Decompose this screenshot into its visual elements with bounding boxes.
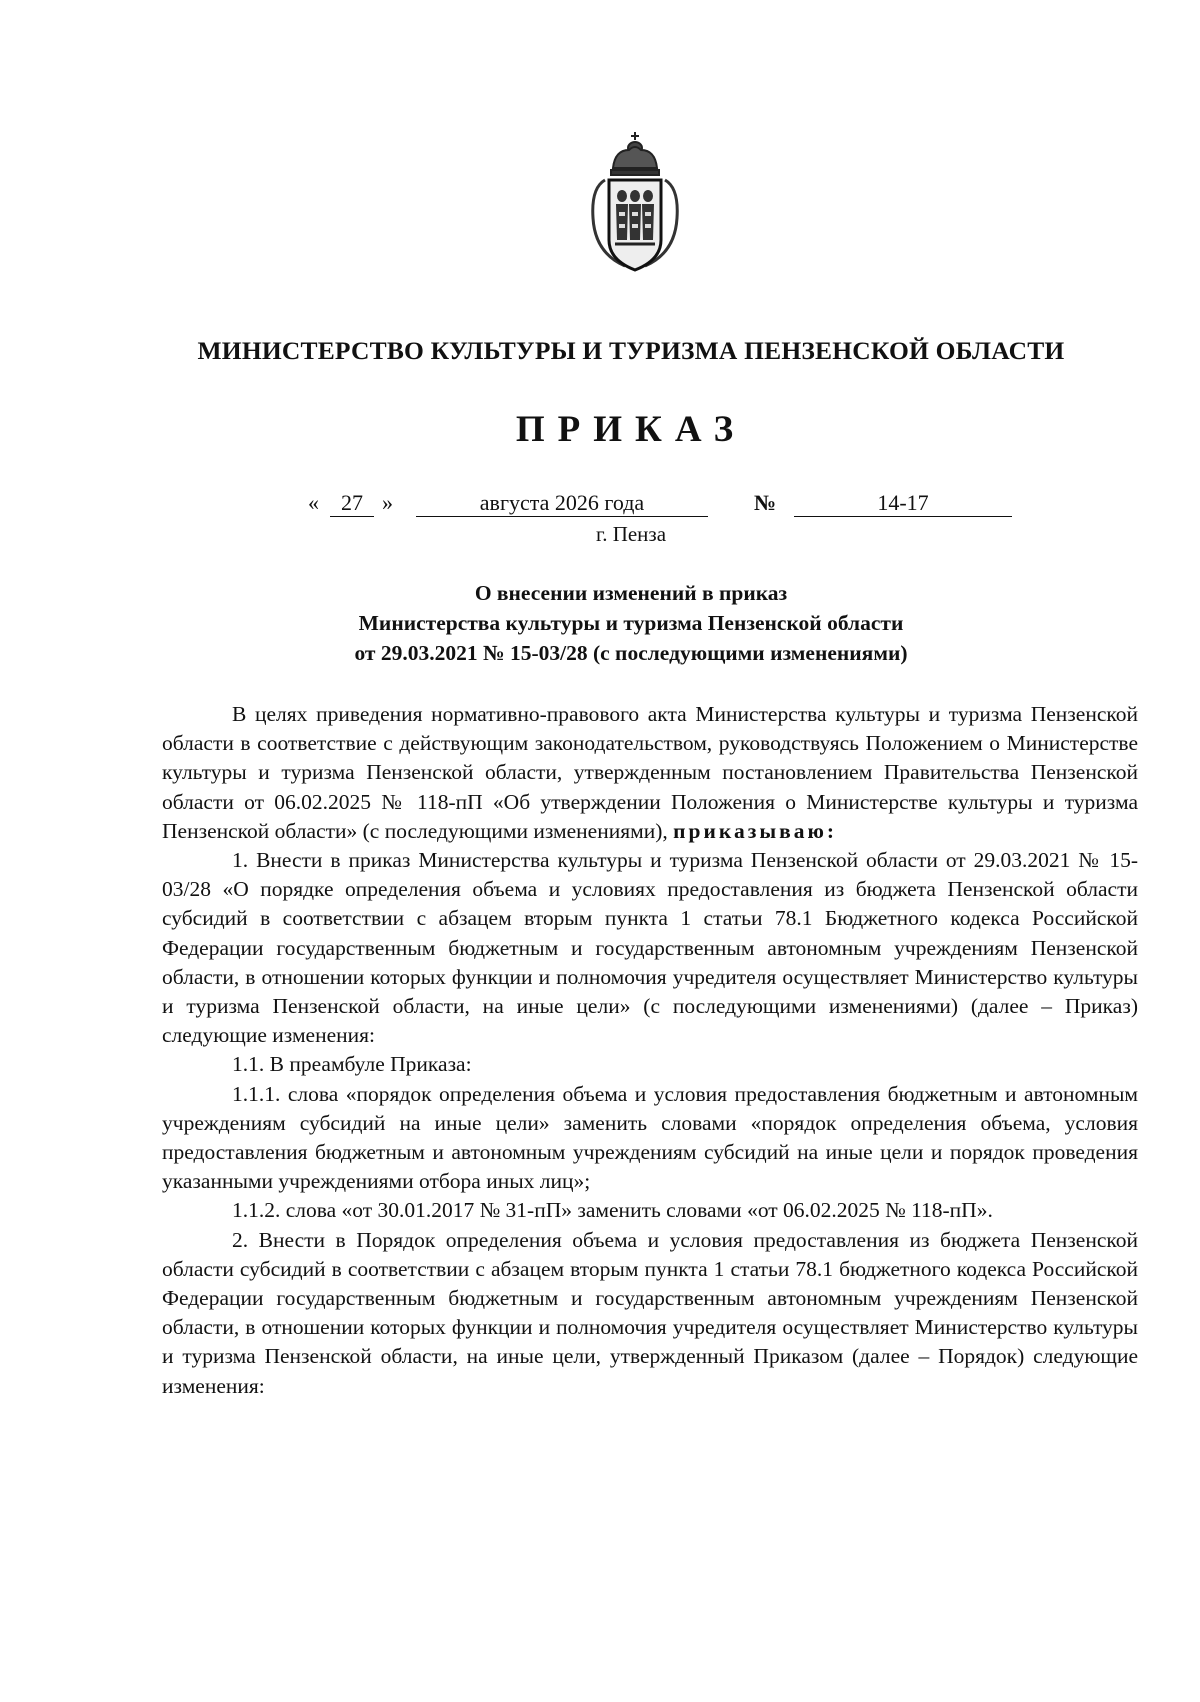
close-quote: » bbox=[382, 490, 393, 515]
document-subject bbox=[0, 578, 1200, 668]
document-body bbox=[162, 700, 1138, 1401]
city-name: г. Пенза bbox=[595, 522, 667, 546]
preamble-paragraph bbox=[162, 700, 1138, 846]
body-paragraph: 1.1. В преамбуле Приказа: bbox=[232, 1052, 472, 1077]
number-field bbox=[794, 490, 1012, 517]
day-field bbox=[330, 490, 374, 517]
month-year-value: августа 2026 года bbox=[479, 490, 645, 515]
document-type-title: ПРИКАЗ bbox=[515, 409, 747, 450]
subject-line: Министерства культуры и туризма Пензенской области bbox=[358, 611, 904, 635]
subject-line: от 29.03.2021 № 15-03/28 (с последующими изменениями) bbox=[354, 641, 908, 665]
coat-of-arms-icon bbox=[585, 128, 685, 278]
open-quote: « bbox=[308, 490, 319, 515]
body-paragraph: 2. Внести в Порядок определения объема и условия предоставления из бюджета Пензенской области субсидий в соответствии с абзацем вторым пункта 1 статьи 78.1 бюджетного кодекса Российской Федерации государственным бюджетным и государственным автономным учреждениям Пензенской области, в отношении которых функции и полномочия учредителя осуществляет Министерство культуры и туризма Пензенской области, на иные цели, утвержденный Приказом (далее – Порядок) следующие изменения: bbox=[162, 1227, 1138, 1398]
subject-line: О внесении изменений в приказ bbox=[474, 581, 788, 605]
ministry-name: МИНИСТЕРСТВО КУЛЬТУРЫ И ТУРИЗМА ПЕНЗЕНСКОЙ ОБЛАСТИ bbox=[197, 336, 1065, 365]
day-value: 27 bbox=[341, 490, 363, 515]
decree-word: приказываю: bbox=[673, 818, 838, 843]
body-paragraph: 1. Внести в приказ Министерства культуры и туризма Пензенской области от 29.03.2021 № 15-03/28 «О порядке определения объема и условиях предоставления из бюджета Пензенской области субсидий в соответствии с абзацем вторым пункта 1 статьи 78.1 Бюджетного кодекса Российской Федерации государственным бюджетным и государственным автономным учреждениям Пензенской области, в отношении которых функции и полномочия учредителя осуществляет Министерство культуры и туризма Пензенской области, на иные цели» (с последующими изменениями) (далее – Приказ) следующие изменения: bbox=[162, 848, 1138, 1048]
body-paragraph: 1.1.1. слова «порядок определения объема и условия предоставления бюджетным и автономным учреждениям субсидий на иные цели» заменить словами «порядок определения объема, условия предоставления бюджетным и автономным учреждениям субсидий на иные цели и порядок проведения указанными учреждениями отбора иных лиц»; bbox=[162, 1081, 1138, 1194]
body-paragraph: 1.1.2. слова «от 30.01.2017 № 31-пП» заменить словами «от 06.02.2025 № 118-пП». bbox=[232, 1198, 993, 1223]
number-sign: № bbox=[754, 490, 777, 515]
order-number-value: 14-17 bbox=[877, 490, 929, 515]
month-year-field bbox=[416, 490, 708, 517]
preamble-text: В целях приведения нормативно-правового акта Министерства культуры и туризма Пензенской области в соответствие с действующим законодательством, руководствуясь Положением о Министерстве культуры и туризма Пензенской области, утвержденным постановлением Правительства Пензенской области от 06.02.2025 № 118-пП «Об утверждении Положения о Министерстве культуры и туризма Пензенской области» (с последующими изменениями), bbox=[162, 702, 1138, 843]
